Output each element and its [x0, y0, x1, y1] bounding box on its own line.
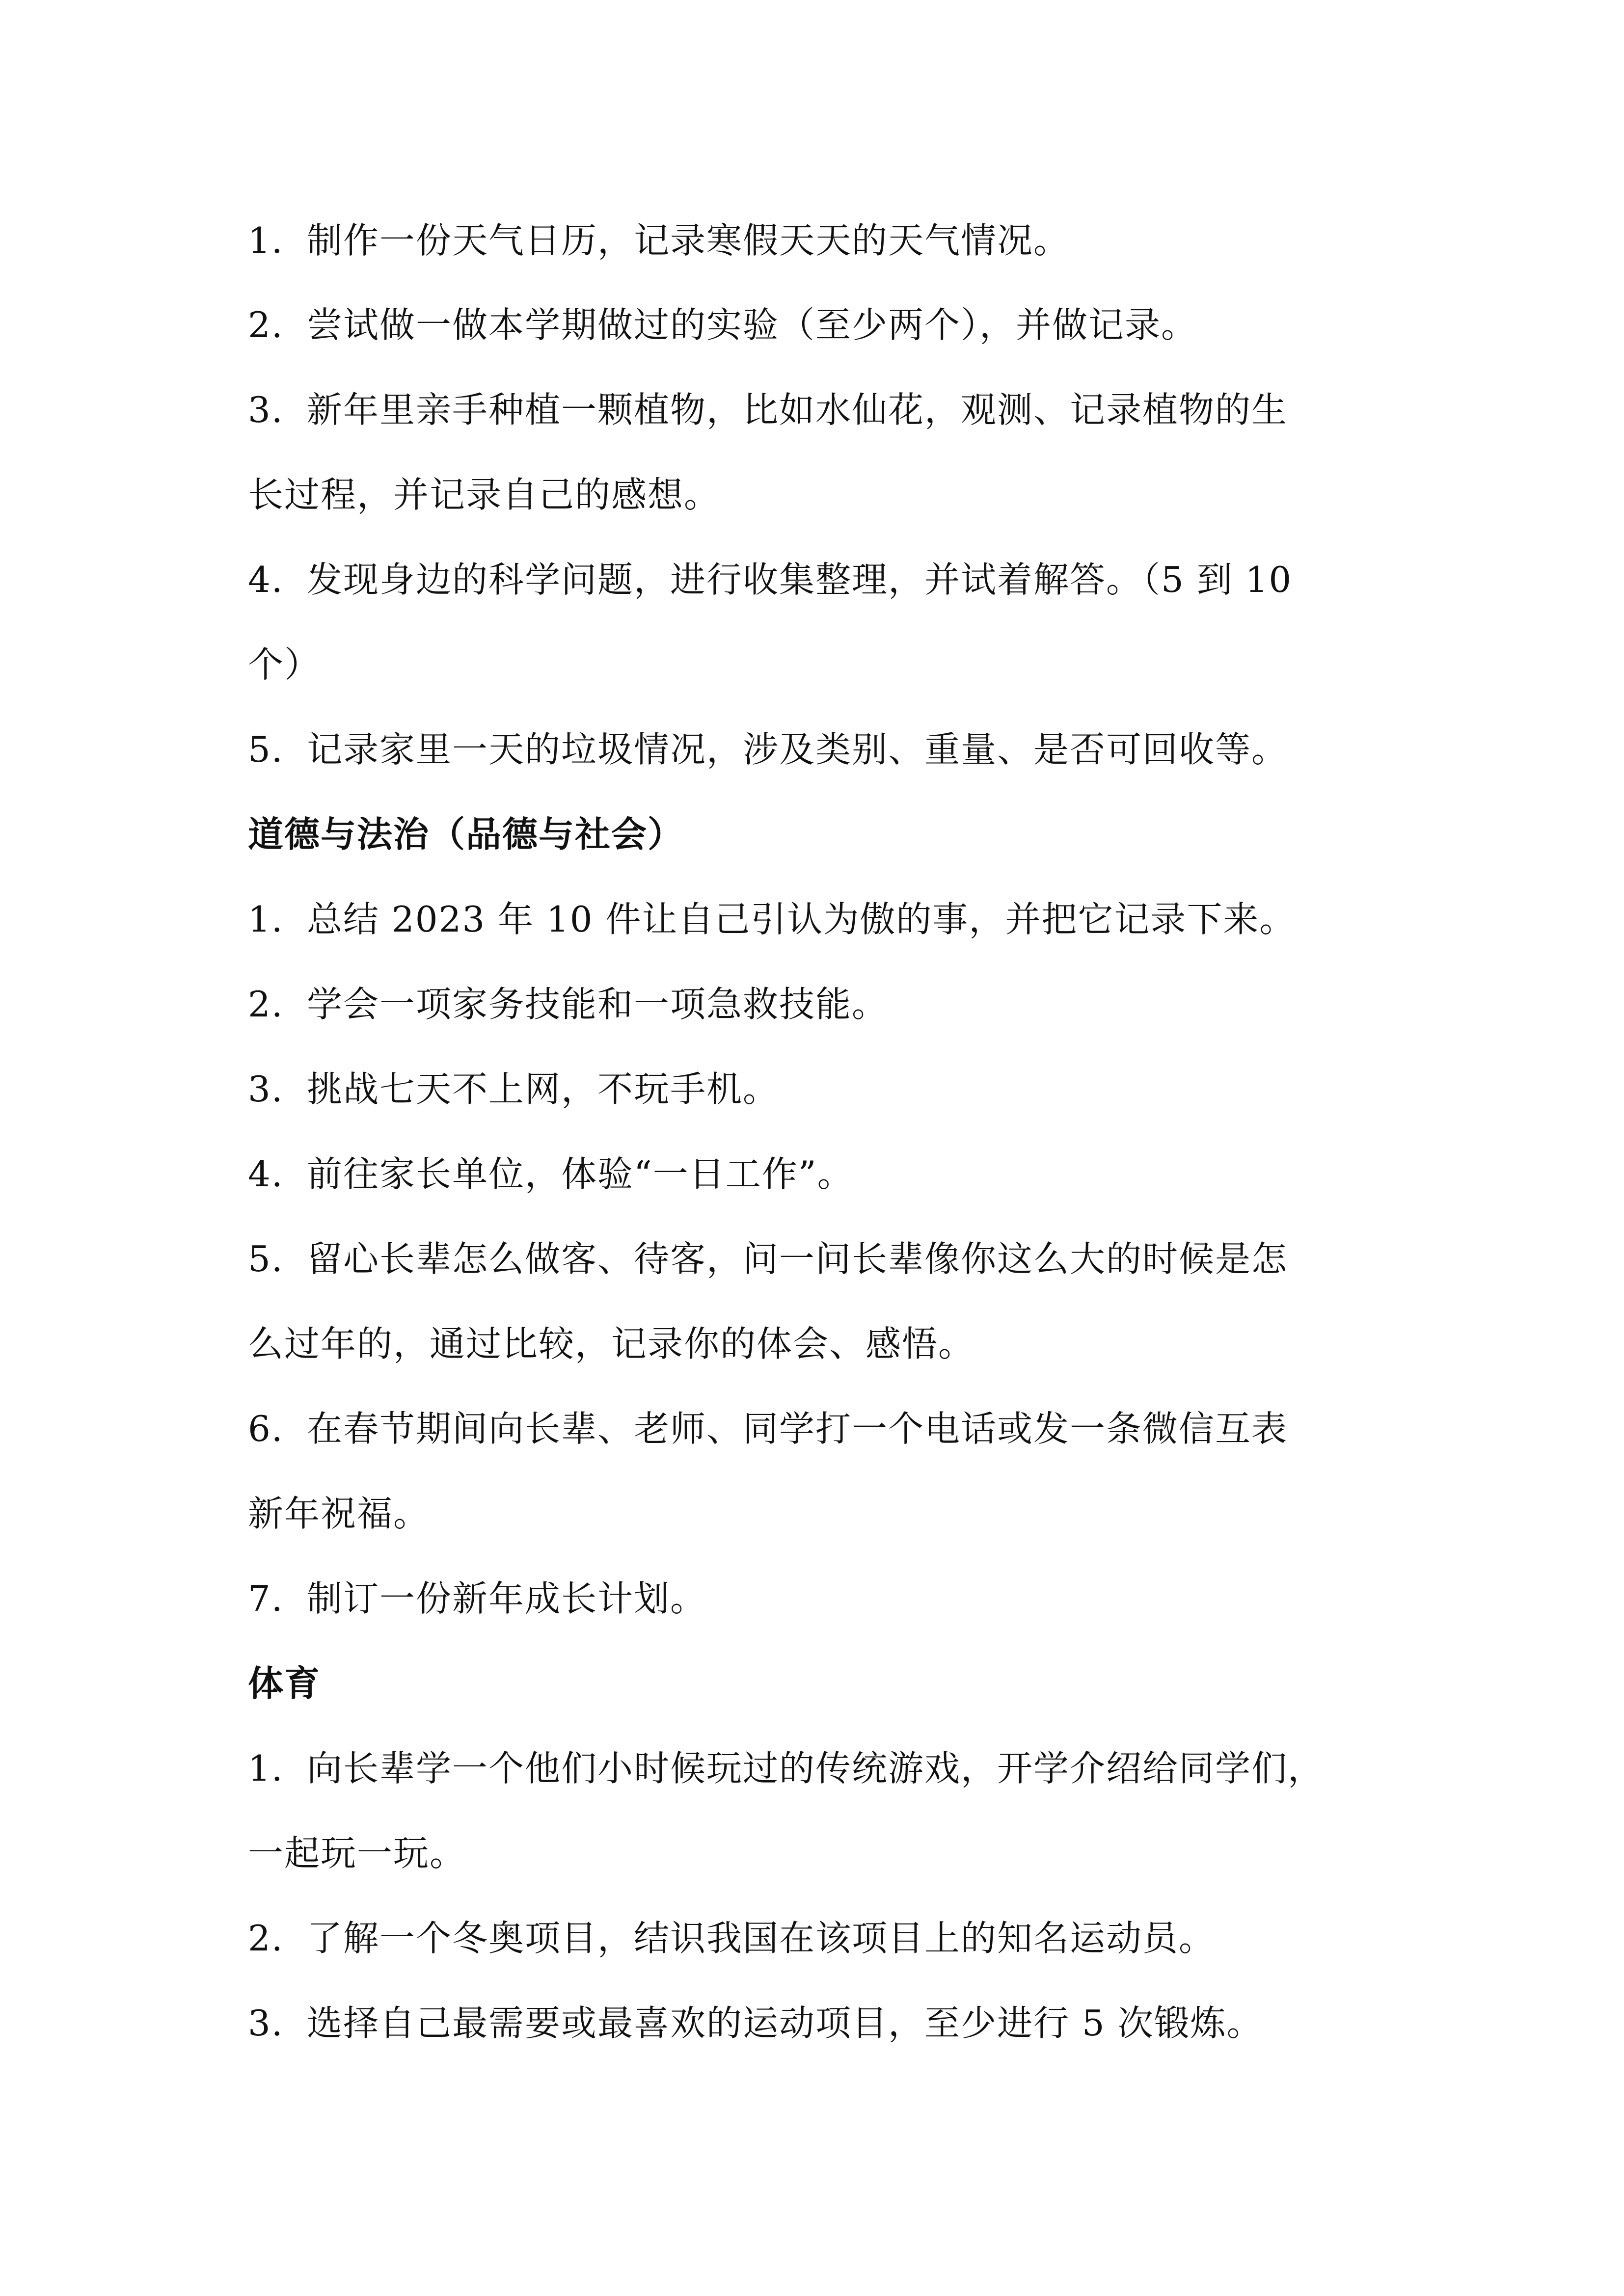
science-item-3: 3. 新年里亲手种植一颗植物，比如水仙花，观测、记录植物的生 — [248, 389, 1288, 430]
science-item-4: 4. 发现身边的科学问题，进行收集整理，并试着解答。（5 到 10 — [248, 559, 1293, 600]
science-item-4-cont: 个） — [248, 644, 321, 685]
science-item-2: 2. 尝试做一做本学期做过的实验（至少两个），并做记录。 — [248, 304, 1198, 346]
moral-item-7: 7. 制订一份新年成长计划。 — [248, 1578, 707, 1619]
moral-item-2: 2. 学会一项家务技能和一项急救技能。 — [248, 984, 889, 1025]
moral-item-1: 1. 总结 2023 年 10 件让自己引认为傲的事，并把它记录下来。 — [248, 899, 1296, 940]
section-heading-pe: 体育 — [248, 1663, 321, 1704]
moral-item-3: 3. 挑战七天不上网，不玩手机。 — [248, 1068, 780, 1110]
pe-item-1: 1. 向长辈学一个他们小时候玩过的传统游戏，开学介绍给同学们， — [248, 1748, 1325, 1789]
science-item-3-cont: 长过程，并记录自己的感想。 — [248, 474, 721, 515]
moral-item-6: 6. 在春节期间向长辈、老师、同学打一个电话或发一条微信互表 — [248, 1408, 1288, 1449]
moral-item-5-cont: 么过年的，通过比较，记录你的体会、感悟。 — [248, 1323, 975, 1364]
section-heading-moral: 道德与法治（品德与社会） — [248, 814, 684, 855]
moral-item-6-cont: 新年祝福。 — [248, 1493, 430, 1534]
pe-item-2: 2. 了解一个冬奥项目，结识我国在该项目上的知名运动员。 — [248, 1918, 1216, 1959]
moral-item-5: 5. 留心长辈怎么做客、待客，问一问长辈像你这么大的时候是怎 — [248, 1238, 1288, 1280]
pe-item-3: 3. 选择自己最需要或最喜欢的运动项目，至少进行 5 次锻炼。 — [248, 2002, 1263, 2044]
science-item-5: 5. 记录家里一天的垃圾情况，涉及类别、重量、是否可回收等。 — [248, 729, 1288, 770]
moral-item-4: 4. 前往家长单位，体验“一日工作”。 — [248, 1153, 854, 1195]
science-item-1: 1. 制作一份天气日历，记录寒假天天的天气情况。 — [248, 220, 1070, 261]
pe-item-1-cont: 一起玩一玩。 — [248, 1833, 466, 1874]
